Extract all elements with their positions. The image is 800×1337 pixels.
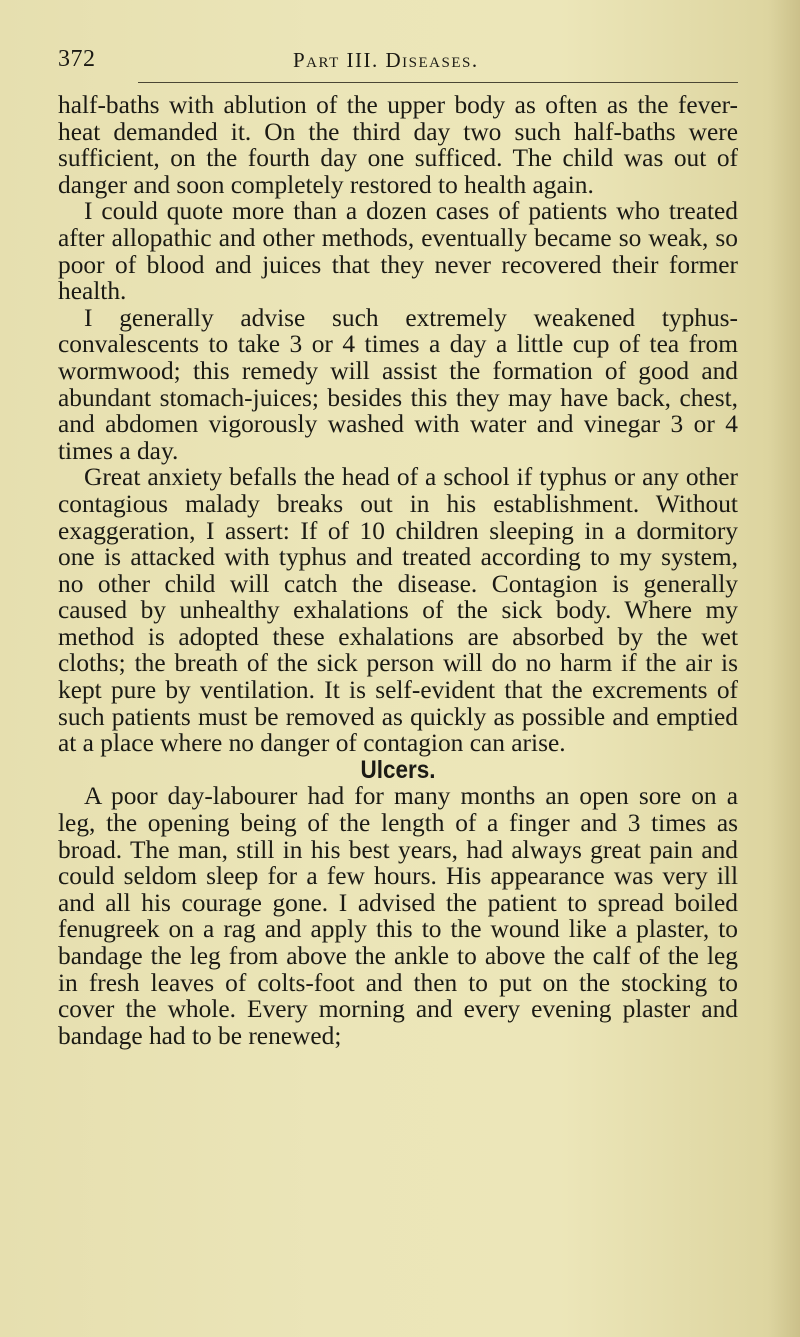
section-heading-ulcers: Ulcers. [360,755,436,784]
running-head: Part III. Diseases. [293,48,479,72]
paragraph: I generally advise such extremely weakened typhus-convalescents to take 3 or 4 times a day a little cup of tea from wormwood; this remedy will assist the formation of good and abundant stomach-juices; besides this they may have back, chest, and abdomen vigorously washed with water and vinegar 3 or 4 times a day. [58,303,738,465]
page-number: 372 [58,46,96,72]
paragraph-continued: half-baths with ablution of the upper body as often as the fever-heat demanded it. On the third day two such half-baths were sufficient, on the fourth day one sufficed. The child was out of danger and soon completely restored to health again. [58,91,738,199]
paragraph: Great anxiety befalls the head of a school if typhus or any other contagious malady breaks out in his establishment. Without exaggeration, I assert: If of 10 children sleeping in a dormitory one is attacked with typhus and treated according to my system, no other child will catch the disease. Contagion is generally caused by unhealthy exhalations of the sick body. Where my method is adopted these exhalations are absorbed by the wet cloths; the breath of the sick person will do no harm if the air is kept pure by ventilation. It is self-evident that the excrements of such patients must be removed as quickly as possible and emptied at a place where no danger of contagion can arise. [58,463,738,758]
page-header [58,44,738,84]
header-rule [138,82,738,83]
paragraph: I could quote more than a dozen cases of patients who treated after allopathic and other methods, eventually became so weak, so poor of blood and juices that they never recovered their former health. [58,197,738,306]
paragraph: A poor day-labourer had for many months an open sore on a leg, the opening being of the length of a finger and 3 times as broad. The man, still in his best years, had always great pain and could seldom sleep for a few hours. His appearance was very ill and all his courage gone. I advised the patient to spread boiled fenugreek on a rag and apply this to the wound like a plaster, to bandage the leg from above the ankle to above the calf of the leg in fresh leaves of colts-foot and then to put on the stocking to cover the whole. Every morning and every evening plaster and bandage had to be renewed; [58,782,738,1050]
body-text [58,92,738,1049]
